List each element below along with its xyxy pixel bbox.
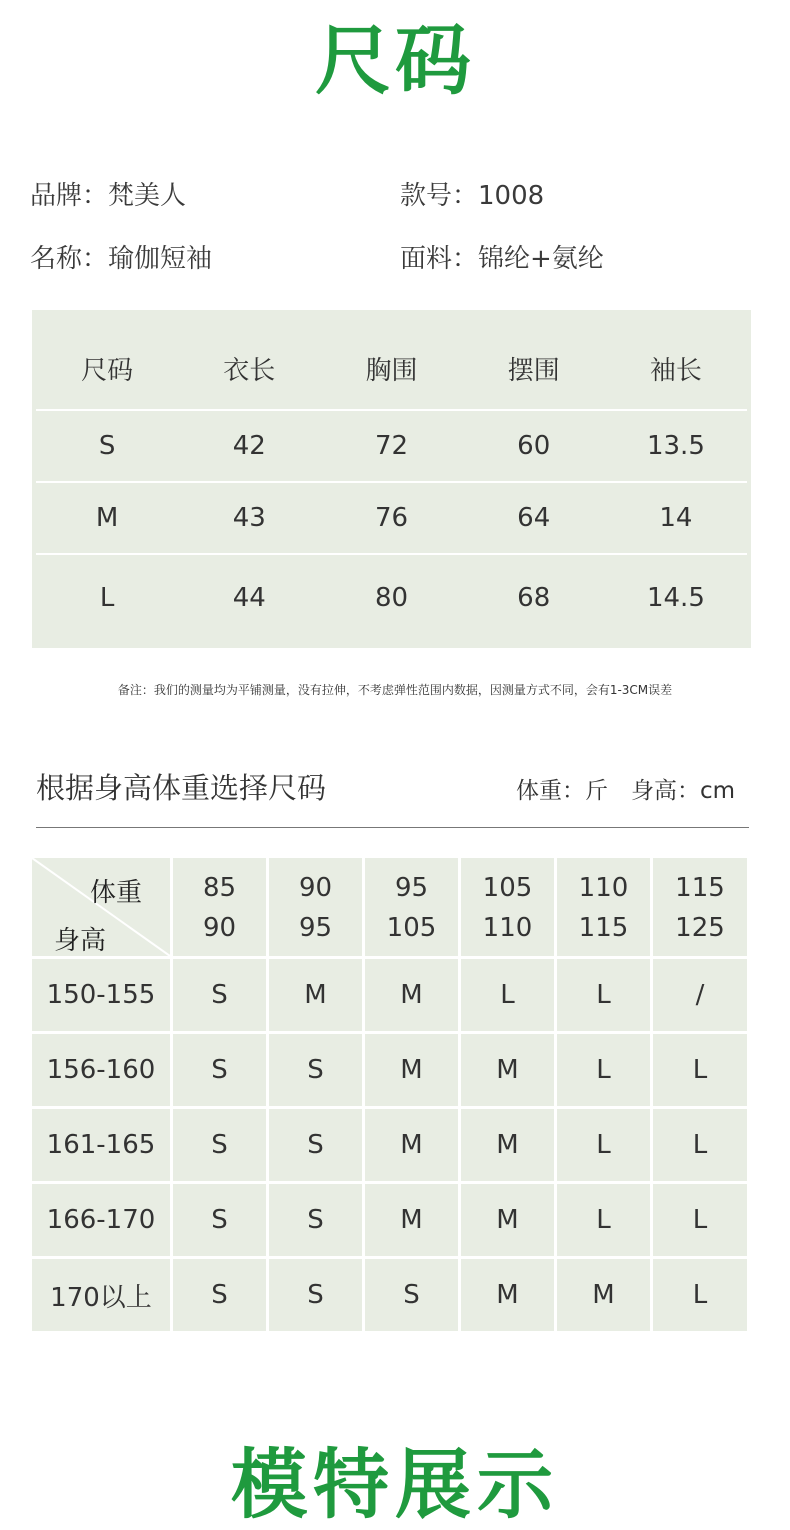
corner-height-label: 身高 xyxy=(54,926,107,956)
size-cell: M xyxy=(365,1109,458,1181)
weight-header-cell xyxy=(173,858,266,956)
size-cell: L xyxy=(461,959,554,1031)
weight-range-top: 115 xyxy=(675,873,725,903)
size-cell: M xyxy=(365,1034,458,1106)
size-header-cell: 衣长 xyxy=(223,355,276,386)
size-cell: 60 xyxy=(517,431,551,461)
weight-header-cell xyxy=(557,858,650,956)
size-cell: L xyxy=(557,1184,650,1256)
brand-info: 品牌：梵美人 xyxy=(30,181,187,211)
weight-range-bottom: 90 xyxy=(202,913,237,943)
size-cell: 14 xyxy=(659,503,693,533)
size-cell: M xyxy=(365,1184,458,1256)
size-cell: 42 xyxy=(232,431,266,461)
size-header-cell: 袖长 xyxy=(649,355,702,386)
height-label-cell: 161-165 xyxy=(32,1109,170,1181)
weight-range-top: 90 xyxy=(298,873,333,903)
height-label-cell: 150-155 xyxy=(32,959,170,1031)
size-cell: 44 xyxy=(232,583,266,613)
table-row xyxy=(36,411,747,481)
weight-range-top: 110 xyxy=(578,873,629,903)
size-cell: S xyxy=(269,1259,362,1331)
size-cell: M xyxy=(365,959,458,1031)
size-cell: M xyxy=(95,503,119,533)
size-table xyxy=(32,310,751,648)
size-cell: S xyxy=(173,1259,266,1331)
size-cell: 68 xyxy=(517,583,551,613)
size-cell: S xyxy=(173,1184,266,1256)
size-header-cell: 尺码 xyxy=(81,355,134,386)
size-cell: L xyxy=(99,583,115,613)
height-label-cell: 166-170 xyxy=(32,1184,170,1256)
corner-header-cell xyxy=(32,858,170,956)
model-showcase-title: 模特展示 xyxy=(231,1440,559,1529)
fabric-info: 面料：锦纶+氨纶 xyxy=(400,244,604,274)
size-cell: S xyxy=(173,1034,266,1106)
weight-range-bottom: 125 xyxy=(675,913,725,943)
size-recommend-grid xyxy=(32,858,751,1331)
size-cell: M xyxy=(461,1034,554,1106)
size-cell: / xyxy=(653,959,747,1031)
height-label-cell: 170以上 xyxy=(32,1259,170,1331)
size-cell: L xyxy=(557,1034,650,1106)
recommend-title: 根据身高体重选择尺码 xyxy=(36,771,327,805)
size-cell: 43 xyxy=(232,503,266,533)
size-cell: 64 xyxy=(517,503,551,533)
corner-weight-label: 体重 xyxy=(90,878,143,908)
weight-range-top: 95 xyxy=(394,873,429,903)
weight-header-cell xyxy=(365,858,458,956)
size-cell: L xyxy=(653,1034,747,1106)
size-header-cell: 摆围 xyxy=(507,355,560,386)
weight-range-bottom: 110 xyxy=(482,913,533,943)
size-cell: M xyxy=(269,959,362,1031)
section-divider xyxy=(36,827,749,828)
size-cell: S xyxy=(269,1109,362,1181)
table-row xyxy=(36,483,747,553)
size-cell: 80 xyxy=(374,583,409,613)
size-cell: M xyxy=(461,1184,554,1256)
size-table-header xyxy=(36,330,747,406)
weight-header-cell xyxy=(461,858,554,956)
size-cell: S xyxy=(365,1259,458,1331)
size-header-cell: 胸围 xyxy=(365,355,418,386)
size-cell: L xyxy=(557,959,650,1031)
height-label-cell: 156-160 xyxy=(32,1034,170,1106)
size-cell: 14.5 xyxy=(646,583,705,613)
page-title: 尺码 xyxy=(315,16,475,105)
size-cell: S xyxy=(173,1109,266,1181)
size-cell: S xyxy=(173,959,266,1031)
size-cell: L xyxy=(653,1109,747,1181)
size-cell: S xyxy=(269,1034,362,1106)
model-info: 款号：1008 xyxy=(400,181,545,211)
size-cell: 72 xyxy=(374,431,409,461)
size-cell: M xyxy=(461,1109,554,1181)
name-info: 名称：瑜伽短袖 xyxy=(30,244,213,274)
table-row xyxy=(36,562,747,634)
size-cell: S xyxy=(269,1184,362,1256)
weight-header-cell xyxy=(653,858,747,956)
weight-range-top: 85 xyxy=(202,873,237,903)
size-cell: L xyxy=(653,1259,747,1331)
weight-range-bottom: 105 xyxy=(386,913,437,943)
size-cell: S xyxy=(98,431,116,461)
size-cell: M xyxy=(461,1259,554,1331)
measurement-note: 备注：我们的测量均为平铺测量，没有拉伸，不考虑弹性范围内数据，因测量方式不同，会有1-3CM误差 xyxy=(117,683,673,697)
weight-range-bottom: 115 xyxy=(578,913,629,943)
size-cell: 13.5 xyxy=(646,431,705,461)
size-cell: L xyxy=(653,1184,747,1256)
size-cell: M xyxy=(557,1259,650,1331)
row-divider xyxy=(36,553,747,555)
size-cell: 76 xyxy=(374,503,409,533)
weight-range-bottom: 95 xyxy=(298,913,333,943)
weight-range-top: 105 xyxy=(482,873,533,903)
unit-label: 体重：斤 身高：cm xyxy=(516,778,736,804)
size-cell: L xyxy=(557,1109,650,1181)
weight-header-cell xyxy=(269,858,362,956)
